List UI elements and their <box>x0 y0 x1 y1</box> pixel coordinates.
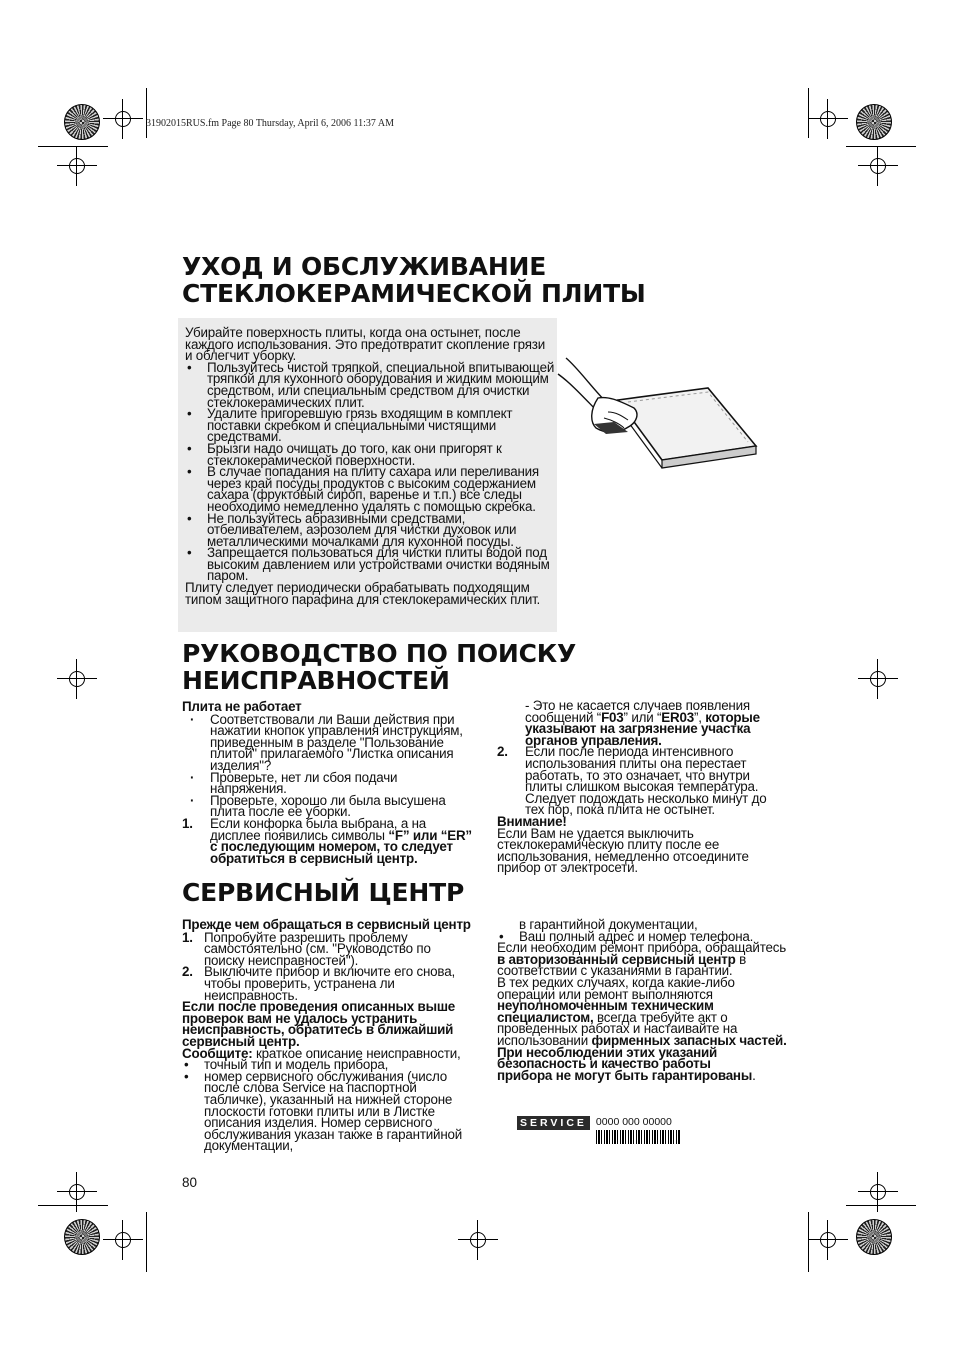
note-text-bold: которые указывают на загрязнение участка органов управления. <box>525 709 760 748</box>
troubleshooting-subtitle: Плита не работает <box>182 699 302 714</box>
crosshair-mark-icon <box>65 667 89 691</box>
repair-text-bold: в авторизованный сервисный центр <box>497 951 736 967</box>
note-text: ”, <box>693 709 702 725</box>
troubleshooting-title-line2: НЕИСПРАВНОСТЕЙ <box>182 666 450 695</box>
list-item: • Не пользуйтесь абразивными средствами, отбеливателем, аэрозолем для чистки духовок или металлическими мочалками для кухонной посуды. <box>185 513 555 548</box>
care-outro: Плиту следует периодически обрабатывать подходящим типом защитного парафина для стеклокерамических плит. <box>185 580 541 607</box>
note-text: ” или “ <box>623 709 662 725</box>
registration-rosette-icon <box>64 1219 100 1255</box>
care-text <box>185 327 555 605</box>
service-badge: SERVICE <box>517 1116 590 1130</box>
service-report-list <box>182 1057 472 1154</box>
service-number: 0000 000 00000 <box>595 1116 672 1128</box>
troubleshooting-left-column <box>182 701 472 864</box>
step-text: Выключите прибор и включите его снова, чтобы проверить, устранена ли неисправность. <box>204 964 455 1003</box>
crop-mark <box>38 146 108 147</box>
list-item <box>182 815 472 866</box>
registration-rosette-icon <box>64 104 100 140</box>
crosshair-mark-icon <box>111 107 135 131</box>
care-title-line2: СТЕКЛОКЕРАМИЧЕСКОЙ ПЛИТЫ <box>182 279 646 308</box>
registration-rosette-icon <box>856 104 892 140</box>
list-item: • Пользуйтесь чистой тряпкой, специальной впитывающей тряпкой для кухонного оборудования и жидким моющим средством, или специальным средством для очистки стеклокерамических плит. <box>185 362 555 408</box>
troubleshooting-steps-cont <box>497 746 787 816</box>
error-code-note <box>497 700 787 746</box>
cleaning-illustration <box>558 338 788 478</box>
list-item <box>497 746 787 816</box>
step-number: 1. <box>182 929 193 945</box>
list-item: • точный тип и модель прибора, <box>182 1059 472 1071</box>
service-steps <box>182 929 472 1003</box>
crop-mark <box>38 1205 108 1206</box>
barcode-icon <box>596 1130 681 1144</box>
rare-text: В тех редких случаях, когда какие-либо операции или ремонт выполняются <box>497 974 735 1002</box>
service-left-column <box>182 917 472 1154</box>
guarantee-text-bold: При несоблюдении этих указаний безопасность и качество работы прибора не могут быть гарантированы <box>497 1044 753 1083</box>
step-number: 2. <box>182 964 193 980</box>
service-repair-text <box>497 942 787 977</box>
troubleshooting-title-line1: РУКОВОДСТВО ПО ПОИСКУ <box>182 639 577 668</box>
care-bullet-list <box>185 359 555 584</box>
crop-mark <box>808 88 809 138</box>
troubleshooting-section-title <box>182 640 576 694</box>
registration-rosette-icon <box>856 1219 892 1255</box>
step-text: Попробуйте разрешить проблему самостоятельно (см. "Руководство по поиску неисправностей"). <box>204 929 431 968</box>
error-code-er03: ER03 <box>661 709 694 725</box>
step-number: 1. <box>182 815 193 831</box>
crosshair-mark-icon <box>816 107 840 131</box>
crosshair-mark-icon <box>65 1180 89 1204</box>
list-item: • Удалите пригоревшую грязь входящим в комплект поставки скребком и специальными чистящими средствами. <box>185 408 555 443</box>
crosshair-mark-icon <box>816 1228 840 1252</box>
rare-text: всегда требуйте акт о проведенных работах и настаивайте на использовании <box>497 1009 738 1048</box>
care-intro: Убирайте поверхность плиты, когда она остынет, после каждого использования. Это предотвратит скопление грязи и облегчит уборку. <box>185 325 546 364</box>
rare-text-bold: неуполномоченным техническим специалистом, <box>497 998 714 1025</box>
list-item: • Брызги надо очищать до того, как они пригорят к стеклокерамической поверхности. <box>185 443 555 466</box>
service-report-list-cont <box>497 928 787 944</box>
crop-mark <box>146 1212 147 1272</box>
crosshair-mark-icon <box>466 1228 490 1252</box>
service-title: СЕРВИСНЫЙ ЦЕНТР <box>182 878 465 907</box>
step-text-bold: “F” или “ER” с последующим номером, то следует обратиться в сервисный центр. <box>210 827 472 866</box>
service-right-column <box>497 919 787 1081</box>
crop-mark <box>146 88 147 138</box>
file-header: 31902015RUS.fm Page 80 Thursday, April 6, 2006 11:37 AM <box>146 118 394 129</box>
care-title-line1: УХОД И ОБСЛУЖИВАНИЕ <box>182 252 547 281</box>
guarantee-text: . <box>752 1067 756 1083</box>
list-item: • Запрещается пользоваться для чистки плиты водой под высоким давлением или устройствами очистки водяным паром. <box>185 547 555 582</box>
crosshair-mark-icon <box>866 154 890 178</box>
service-subtitle: Прежде чем обращаться в сервисный центр <box>182 917 471 932</box>
list-item <box>182 966 472 1001</box>
repair-text: в соответствии с указаниями в гарантии. <box>497 951 746 979</box>
page-number: 80 <box>182 1175 198 1190</box>
troubleshooting-right-column <box>497 700 787 874</box>
list-item: • Ваш полный адрес и номер телефона. <box>497 931 787 943</box>
service-contact-advice: Если после проведения описанных выше проверок вам не удалось устранить неисправность, обратитесь в ближайший сервисный центр. <box>182 999 456 1049</box>
service-guarantee-note <box>497 1044 757 1083</box>
crop-mark <box>808 1212 809 1272</box>
service-sticker <box>517 1116 681 1144</box>
troubleshooting-check-list <box>188 711 472 820</box>
repair-text: Если необходим ремонт прибора, обращайтесь <box>497 940 787 956</box>
report-text: краткое описание неисправности, <box>252 1045 461 1061</box>
warning-text: Если Вам не удается выключить стеклокерамическую плиту после ее использования, немедленно отсоедините прибор от электросети. <box>497 825 749 876</box>
crop-mark <box>846 146 916 147</box>
list-item: • номер сервисного обслуживания (число после слова Service на паспортной табличке), указанный на нижней стороне плоскости готовки плиты или в Листке описания изделия. Номер сервисного обслуживания указан также в гарантийной документации, <box>182 1071 472 1129</box>
list-item <box>182 929 472 968</box>
list-item: · Соответствовали ли Ваши действия при нажатии кнопок управления инструкциям, приведенным в разделе "Пользование плитой" прилагаемого "Листка описания изделия"? <box>188 714 472 772</box>
crosshair-mark-icon <box>111 1228 135 1252</box>
rare-text-bold: фирменных запасных частей. <box>591 1032 787 1048</box>
troubleshooting-steps <box>182 815 472 866</box>
error-code-f03: F03 <box>601 709 624 725</box>
service-rare-cases-text <box>497 974 787 1048</box>
service-list-continuation: в гарантийной документации, <box>519 917 698 932</box>
report-label: Сообщите: <box>182 1045 253 1061</box>
warning-title: Внимание! <box>497 813 567 829</box>
note-text: - Это не касается случаев появления сообщений “ <box>525 698 750 725</box>
list-item: · Проверьте, хорошо ли была высушена плита после ее уборки. <box>188 795 472 818</box>
crosshair-mark-icon <box>866 1180 890 1204</box>
list-item: · Проверьте, нет ли сбоя подачи напряжения. <box>188 772 472 795</box>
crosshair-mark-icon <box>65 154 89 178</box>
step-text: Если конфорка была выбрана, а на дисплее появились символы <box>210 815 427 843</box>
list-item: • В случае попадания на плиту сахара или переливания через край посуды продуктов с высоким содержанием сахара (фруктовый сироп, варенье и т.п.) все следы необходимо немедленно удалять с помощью скребка. <box>185 466 555 512</box>
service-section-title <box>182 879 464 906</box>
crop-mark <box>846 1205 916 1206</box>
crosshair-mark-icon <box>866 667 890 691</box>
step-text: Если после периода интенсивного использования плиты она перестает работать, то это означает, что внутри плиты слишком высокая температура. Следует подождать несколько минут до тех пор, пока плита не остынет. <box>525 744 767 818</box>
step-number: 2. <box>497 744 508 760</box>
care-section-title <box>182 253 646 307</box>
